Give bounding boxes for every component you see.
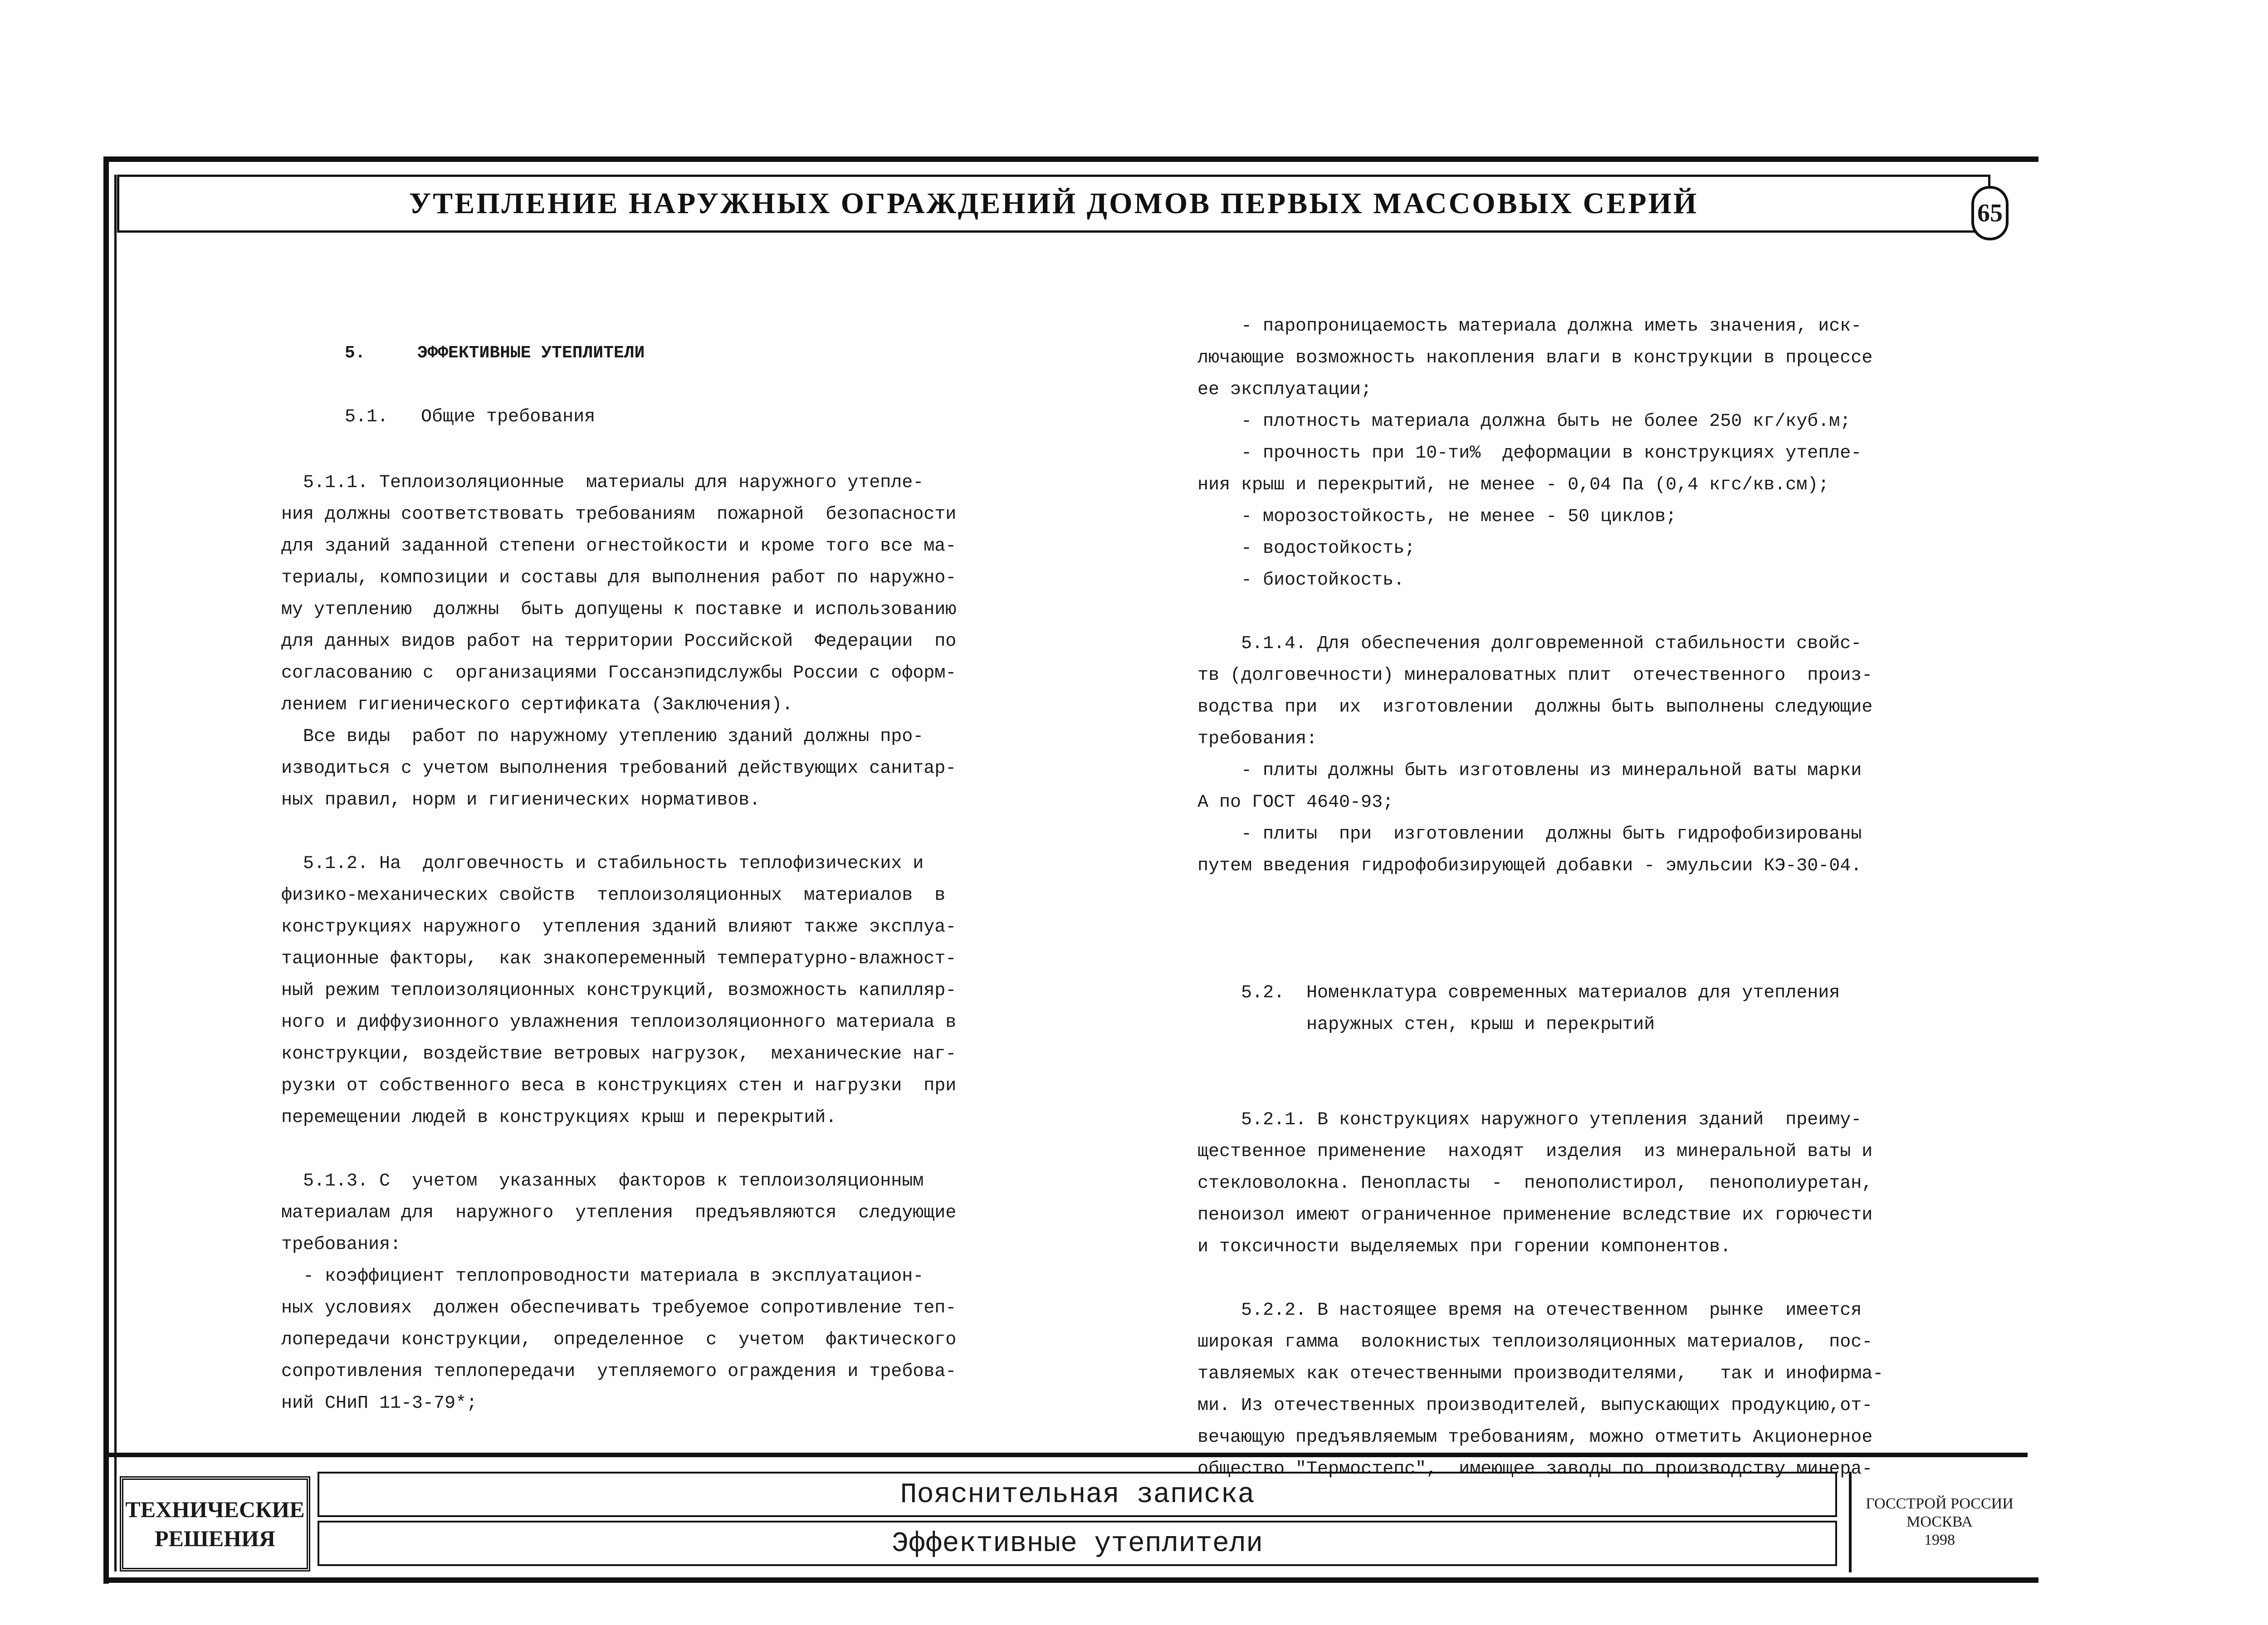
text-line: перемещении людей в конструкциях крыш и перекрытий. [281, 1108, 837, 1128]
text-line [281, 1134, 956, 1166]
text-line: ного и диффузионного увлажнения теплоизоляционного материала в [281, 1012, 957, 1033]
text-line: сопротивления теплопередачи утепляемого ограждения и требова- [281, 1361, 957, 1382]
header-title: УТЕПЛЕНИЕ НАРУЖНЫХ ОГРАЖДЕНИЙ ДОМОВ ПЕРВЫХ МАССОВЫХ СЕРИЙ [409, 187, 1699, 220]
text-line: ний СНиП 11-3-79*; [281, 1393, 478, 1414]
text-line: 5.2.1. В конструкциях наружного утепления зданий преиму- [1198, 1110, 1862, 1130]
text-line: ния должны соответствовать требованиям пожарной безопасности [281, 504, 957, 525]
text-line: 5.1.2. На долговечность и стабильность теплофизических и [281, 854, 924, 874]
text-line: изводиться с учетом выполнения требований действующих санитар- [281, 758, 957, 779]
text-line: 5.1.1. Теплоизоляционные материалы для наружного утепле- [281, 473, 924, 493]
text-line [1198, 1073, 1883, 1104]
stamp-line-1: ТЕХНИЧЕСКИЕ [125, 1497, 305, 1522]
outer-frame-bottom [103, 1577, 2038, 1583]
text-line: лением гигиенического сертификата (Заключения). [281, 695, 793, 715]
text-line [1198, 946, 1883, 977]
text-line [1198, 596, 1883, 628]
section-heading: 5. ЭФФЕКТИВНЫЕ УТЕПЛИТЕЛИ [345, 343, 645, 363]
text-line: - плиты должны быть изготовлены из минеральной ваты марки [1198, 761, 1862, 781]
text-line: щественное применение находят изделия из минеральной ваты и [1198, 1142, 1873, 1162]
text-line: общество "Термостепс", имеющее заводы по производству минера- [1198, 1459, 1873, 1479]
text-line: А по ГОСТ 4640-93; [1198, 792, 1394, 813]
organization-stamp [1849, 1472, 2028, 1572]
text-line: му утеплению должны быть допущены к поставке и использованию [281, 600, 957, 620]
text-line: ее эксплуатации; [1198, 380, 1372, 400]
inner-frame-line [114, 175, 117, 1571]
right-text-column [1198, 311, 1883, 1485]
text-line: 5.2.2. В настоящее время на отечественном рынке имеется [1198, 1300, 1862, 1321]
text-line: ных правил, норм и гигиенических нормативов. [281, 790, 761, 810]
text-line: - коэффициент теплопроводности материала в эксплуатацион- [281, 1266, 924, 1287]
doc-subject: Эффективные утеплители [318, 1521, 1837, 1566]
title-block-center [318, 1472, 1837, 1572]
text-line [281, 816, 956, 848]
text-line: пеноизол имеют ограниченное применение вследствие их горючести [1198, 1205, 1873, 1225]
text-line: - плотность материала должна быть не более 250 кг/куб.м; [1198, 411, 1851, 432]
text-line: тв (долговечности) минераловатных плит отечественного произ- [1198, 665, 1873, 686]
org-year: 1998 [1924, 1532, 1955, 1548]
text-line: тационные факторы, как знакопеременный температурно-влажност- [281, 949, 957, 969]
text-line: путем введения гидрофобизирующей добавки - эмульсии КЭ-30-04. [1198, 856, 1862, 876]
stamp-technical-solutions [120, 1476, 310, 1571]
text-line: наружных стен, крыш и перекрытий [1198, 1015, 1655, 1035]
text-line: 5.1.4. Для обеспечения долговременной стабильности свойс- [1198, 634, 1862, 654]
org-name: ГОССТРОЙ РОССИИ [1866, 1495, 2014, 1512]
text-line: 5.1.3. С учетом указанных факторов к теплоизоляционным [281, 1171, 924, 1191]
text-line: тавляемых как отечественными производителями, так и инофирма- [1198, 1364, 1884, 1384]
text-line: - морозостойкость, не менее - 50 циклов; [1198, 507, 1677, 527]
text-line: териалы, композиции и составы для выполнения работ по наружно- [281, 568, 957, 588]
text-line: - прочность при 10-ти% деформации в конструкциях утепле- [1198, 443, 1862, 464]
text-line: - водостойкость; [1198, 538, 1416, 559]
text-line: согласованию с организациями Госсанэпидслужбы России с оформ- [281, 663, 957, 683]
text-line [1198, 882, 1883, 914]
text-line: конструкциях наружного утепления зданий влияют также эксплуа- [281, 917, 957, 937]
left-text-column [281, 467, 956, 1420]
subsection-heading: 5.1. Общие требования [345, 407, 596, 427]
text-line: конструкции, воздействие ветровых нагрузок, механические наг- [281, 1044, 957, 1064]
text-line: рузки от собственного веса в конструкциях стен и нагрузки при [281, 1076, 957, 1096]
text-line: ный режим теплоизоляционных конструкций, возможность капилляр- [281, 981, 957, 1001]
header-title-box [117, 175, 1990, 233]
text-line: требования: [281, 1235, 401, 1255]
text-line: физико-механических свойств теплоизоляционных материалов в [281, 885, 946, 906]
text-line: ния крыш и перекрытий, не менее - 0,04 Па (0,4 кгс/кв.см); [1198, 475, 1829, 495]
text-line: широкая гамма волокнистых теплоизоляционных материалов, пос- [1198, 1332, 1873, 1352]
text-line: Все виды работ по наружному утеплению зданий должны про- [281, 727, 924, 747]
text-line: требования: [1198, 729, 1318, 749]
text-line: водства при их изготовлении должны быть выполнены следующие [1198, 697, 1873, 717]
text-line: - плиты при изготовлении должны быть гидрофобизированы [1198, 824, 1862, 844]
text-line: лопередачи конструкции, определенное с учетом фактического [281, 1330, 957, 1350]
text-line: 5.2. Номенклатура современных материалов для утепления [1198, 983, 1840, 1003]
text-line: - биостойкость. [1198, 570, 1405, 590]
org-city: МОСКВА [1906, 1513, 1973, 1530]
text-line [1198, 1041, 1883, 1073]
text-line: и токсичности выделяемых при горении компонентов. [1198, 1237, 1731, 1257]
text-line: - паропроницаемость материала должна иметь значения, иск- [1198, 316, 1862, 337]
text-line: вечающую предъявляемым требованиям, можно отметить Акционерное [1198, 1427, 1873, 1448]
page-number-badge: 65 [1971, 186, 2009, 240]
text-line: для данных видов работ на территории Российской Федерации по [281, 631, 957, 652]
stamp-line-2: РЕШЕНИЯ [154, 1526, 276, 1551]
text-line: стекловолокна. Пенопласты - пенополистирол, пенополиуретан, [1198, 1173, 1873, 1194]
text-line: лючающие возможность накопления влаги в конструкции в процессе [1198, 348, 1873, 368]
doc-type: Пояснительная записка [318, 1472, 1837, 1517]
text-line: ных условиях должен обеспечивать требуемое сопротивление теп- [281, 1298, 957, 1318]
text-line: для зданий заданной степени огнестойкости и кроме того все ма- [281, 536, 957, 556]
text-line: материалам для наружного утепления предъявляются следующие [281, 1203, 957, 1223]
text-line [1198, 1263, 1883, 1295]
text-line: ми. Из отечественных производителей, выпускающих продукцию,от- [1198, 1396, 1873, 1416]
text-line [1198, 914, 1883, 946]
